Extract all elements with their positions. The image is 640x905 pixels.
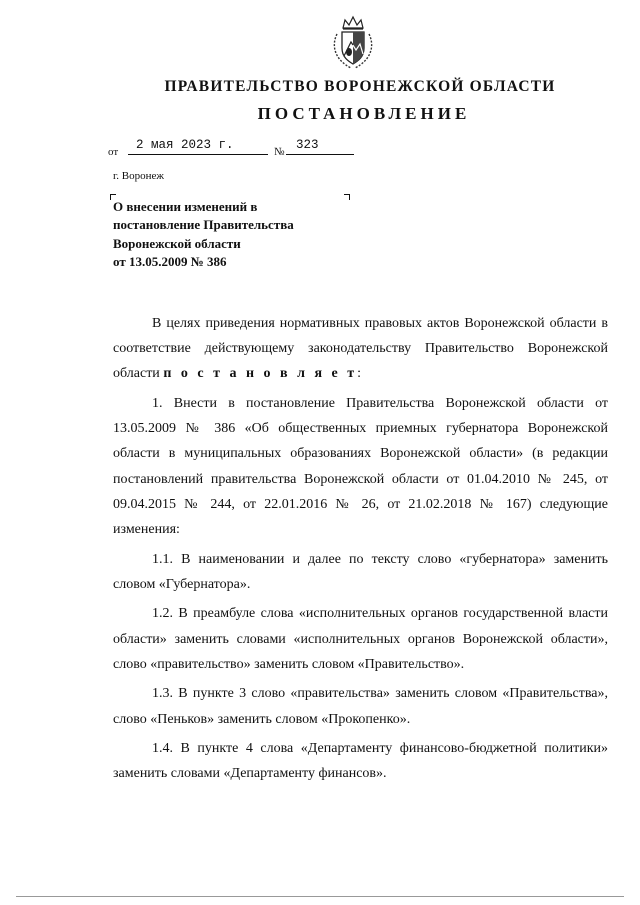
organization-title: ПРАВИТЕЛЬСТВО ВОРОНЕЖСКОЙ ОБЛАСТИ: [164, 78, 556, 95]
number-prefix: №: [274, 146, 285, 158]
date-prefix: от: [108, 146, 119, 158]
document-date: 2 мая 2023 г.: [128, 138, 268, 155]
preamble-end: :: [357, 366, 362, 382]
preamble-text: В целях приведения нормативных правовых актов Воронежской области в соответствие действующему законодательству Правительство Воронежской области: [113, 316, 608, 382]
item-paragraph: 1. Внести в постановление Правительства Воронежской области от 13.05.2009 № 386 «Об общественных приемных губернатора Воронежской области в муниципальных образованиях Воронежской области» (в редакции постановлений правительства Воронежской области от 01.04.2010 № 245, от 09.04.2015 № 244, от 22.01.2016 № 26, от 21.02.2018 № 167) следующие изменения:: [113, 396, 608, 538]
document-subject: [113, 198, 353, 271]
subject-line: от 13.05.2009 № 386: [113, 253, 227, 269]
item-paragraph: 1.1. В наименовании и далее по тексту слово «губернатора» заменить словом «Губернатора».: [113, 551, 608, 592]
preamble-verb: п о с т а н о в л я е т: [163, 366, 358, 382]
page-bottom-rule: [16, 896, 624, 897]
item-paragraph: 1.4. В пункте 4 слова «Департаменту финансово-бюджетной политики» заменить словами «Департаменту финансов».: [113, 741, 608, 782]
item-paragraph: 1.3. В пункте 3 слово «правительства» заменить словом «Правительства», слово «Пеньков» заменить словом «Прокопенко».: [113, 686, 608, 727]
subject-line: О внесении изменений в: [113, 199, 258, 214]
document-number: 323: [286, 138, 354, 155]
document-type-title: ПОСТАНОВЛЕНИЕ: [257, 104, 471, 123]
item-paragraph: 1.2. В преамбуле слова «исполнительных органов государственной власти области» заменить словами «исполнительных органов Воронежской области», слово «правительство» заменить словом «Правительство».: [113, 606, 608, 672]
preamble-paragraph: [113, 311, 608, 387]
subject-line: постановление Правительства: [113, 217, 294, 233]
voronezh-coat-of-arms-icon: [329, 14, 377, 72]
document-body: [113, 311, 608, 791]
city-label: г. Воронеж: [113, 170, 164, 182]
subject-line: Воронежской области: [113, 235, 241, 251]
